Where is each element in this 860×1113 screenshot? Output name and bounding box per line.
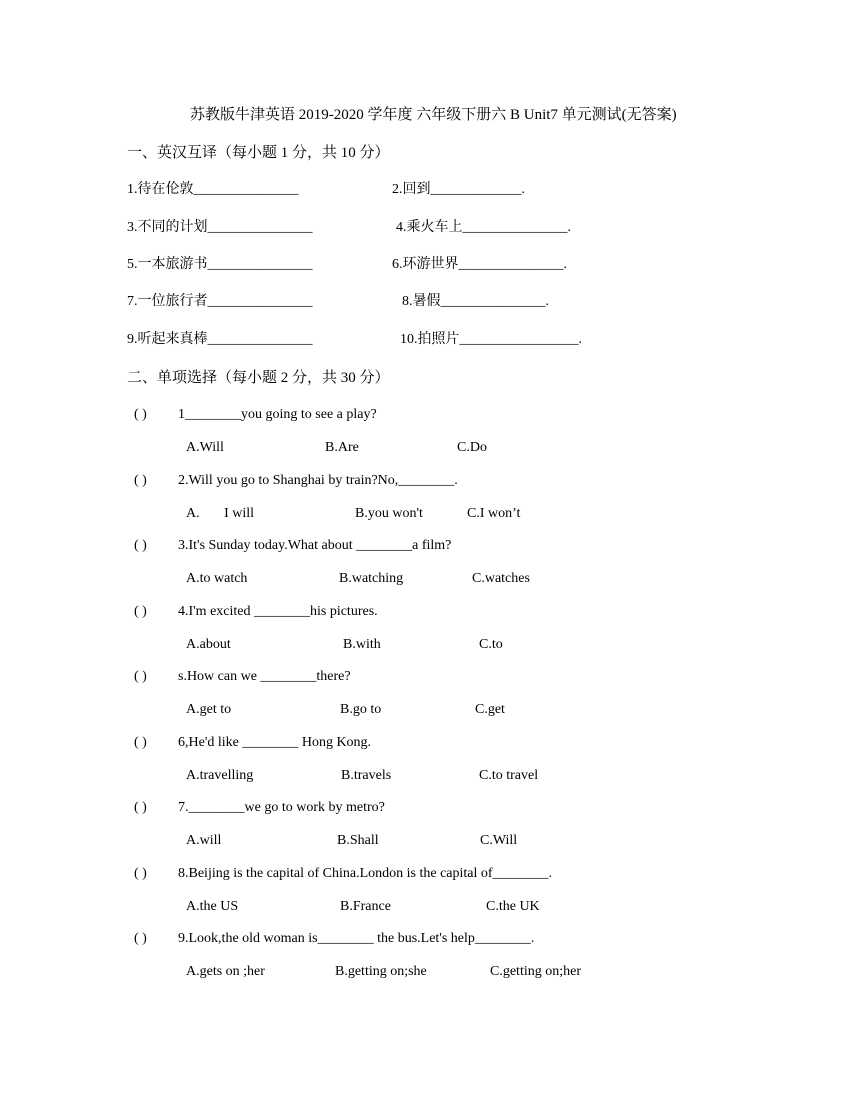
question-4: 4.I'm excited ________his pictures. [178,604,378,619]
answer-bracket: ( ) [134,407,147,422]
question-5: s.How can we ________there? [178,669,351,684]
answer-bracket: ( ) [134,866,147,881]
translation-item-9: 9.听起来真棒_______________ [127,332,313,347]
option-a: A.the US [186,899,239,914]
option-c: C.get [475,702,505,717]
option-a: A. I will [186,506,255,521]
answer-bracket: ( ) [134,931,147,946]
option-c: C.watches [472,571,530,586]
section-1-heading: 一、英汉互译（每小题 1 分，共 10 分） [127,145,390,161]
answer-bracket: ( ) [134,604,147,619]
answer-bracket: ( ) [134,473,147,488]
translation-item-6: 6.环游世界_______________. [392,257,567,272]
option-c: C.I won’t [467,506,521,521]
answer-bracket: ( ) [134,669,147,684]
question-7: 7.________we go to work by metro? [178,800,385,815]
option-b: B.you won't [355,506,423,521]
option-b: B.watching [339,571,404,586]
answer-bracket: ( ) [134,538,147,553]
section-2-heading: 二、单项选择（每小题 2 分，共 30 分） [127,370,390,386]
answer-bracket: ( ) [134,800,147,815]
translation-item-3: 3.不同的计划_______________ [127,220,313,235]
option-c: C.Do [457,440,487,455]
translation-item-8: 8.暑假_______________. [402,294,549,309]
answer-bracket: ( ) [134,735,147,750]
translation-item-7: 7.一位旅行者_______________ [127,294,313,309]
option-c: C.Will [480,833,518,848]
question-6: 6,He'd like ________ Hong Kong. [178,735,372,750]
translation-item-4: 4.乘火车上_______________. [396,220,571,235]
option-a: A.Will [186,440,224,455]
option-a: A.about [186,637,231,652]
page-title: 苏教版牛津英语 2019-2020 学年度 六年级下册六 B Unit7 单元测试(无答案) [190,107,677,123]
option-b: B.France [340,899,391,914]
option-b: B.with [343,637,381,652]
question-2: 2.Will you go to Shanghai by train?No,________. [178,473,458,488]
translation-item-1: 1.待在伦敦_______________ [127,182,299,197]
option-a: A.get to [186,702,232,717]
option-a: A.to watch [186,571,248,586]
option-b: B.travels [341,768,392,783]
option-a: A.gets on ;her [186,964,265,979]
option-c: C.the UK [486,899,540,914]
option-c: C.to [479,637,503,652]
option-c: C.getting on;her [490,964,581,979]
option-b: B.Are [325,440,359,455]
option-a: A.will [186,833,222,848]
question-8: 8.Beijing is the capital of China.London is the capital of________. [178,866,553,881]
option-a: A.travelling [186,768,254,783]
translation-item-2: 2.回到_____________. [392,182,525,197]
translation-item-10: 10.拍照片_________________. [400,332,582,347]
question-3: 3.It's Sunday today.What about ________a film? [178,538,452,553]
option-c: C.to travel [479,768,539,783]
translation-item-5: 5.一本旅游书_______________ [127,257,313,272]
question-1: 1________you going to see a play? [178,407,377,422]
option-b: B.Shall [337,833,379,848]
option-b: B.go to [340,702,382,717]
option-b: B.getting on;she [335,964,427,979]
question-9: 9.Look,the old woman is________ the bus.Let's help________. [178,931,535,946]
